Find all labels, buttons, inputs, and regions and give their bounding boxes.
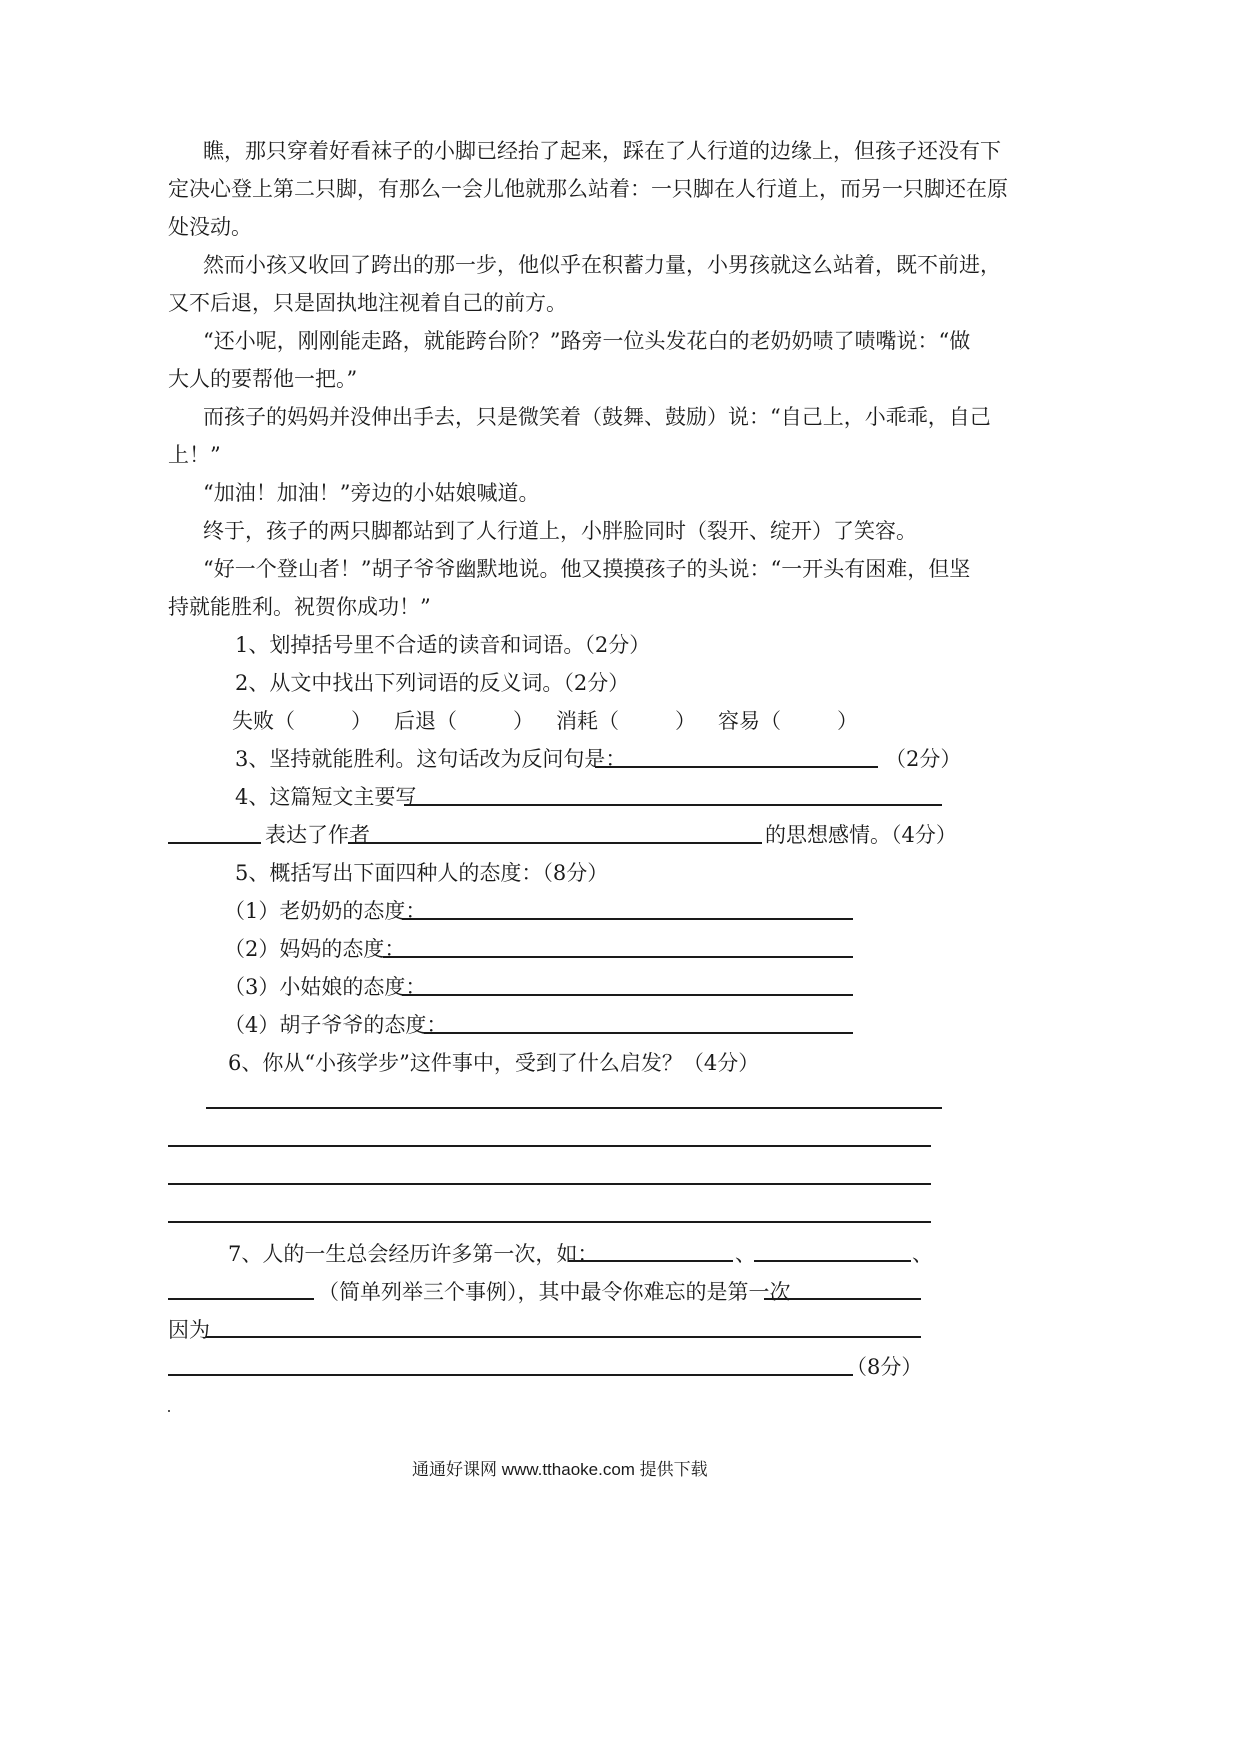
passage-p1-line2: 定决心登上第二只脚，有那么一会儿他就那么站着：一只脚在人行道上，而另一只脚还在原 — [168, 177, 1008, 201]
footer-text: 通通好课网 www.tthaoke.com 提供下载 — [412, 1460, 708, 1479]
question-7: 7、人的一生总会经历许多第一次，如： — [228, 1242, 599, 1266]
q7-reason-line-1[interactable] — [206, 1336, 921, 1338]
passage-p4-line2: 上！” — [168, 443, 221, 467]
passage-p4-line1: 而孩子的妈妈并没伸出手去，只是微笑着（鼓舞、鼓励）说：“自己上，小乖乖，自己 — [203, 405, 991, 429]
q5-item-grandpa: （4）胡子爷爷的态度： — [224, 1013, 448, 1037]
q7-example-line-2[interactable] — [754, 1260, 911, 1262]
passage-p1-line1: 瞧，那只穿着好看袜子的小脚已经抬了起来，踩在了人行道的边缘上，但孩子还没有下 — [203, 139, 1001, 163]
q4-mid-text: 表达了作者 — [265, 823, 370, 847]
q6-answer-line-3[interactable] — [168, 1183, 931, 1185]
q7-example-line-3[interactable] — [168, 1298, 314, 1300]
q7-mid-text: （简单列举三个事例），其中最令你难忘的是第一次 — [318, 1280, 791, 1304]
q4-end-text: 的思想感情。（4分） — [765, 823, 957, 847]
q7-memorable-line[interactable] — [764, 1298, 921, 1300]
passage-p3-line1: “还小呢，刚刚能走路，就能跨台阶？”路旁一位头发花白的老奶奶啧了啧嘴说：“做 — [203, 329, 971, 353]
q5-answer-line-1[interactable] — [402, 918, 853, 920]
scan-dot — [168, 1410, 170, 1412]
passage-p2-line1: 然而小孩又收回了跨出的那一步，他似乎在积蓄力量，小男孩就这么站着，既不前进， — [203, 253, 1001, 277]
antonym-row — [232, 708, 858, 734]
q7-separator-2: 、 — [912, 1242, 933, 1266]
question-6: 6、你从“小孩学步”这件事中，受到了什么启发？（4分） — [228, 1051, 760, 1075]
q4-answer-line-1[interactable] — [404, 804, 942, 806]
antonym-item-2: 后退（ ） — [394, 709, 534, 733]
q5-answer-line-2[interactable] — [383, 956, 853, 958]
q7-reason-line-2[interactable] — [168, 1374, 853, 1376]
antonym-item-4: 容易（ ） — [718, 709, 858, 733]
passage-p6: 终于，孩子的两只脚都站到了人行道上，小胖脸同时（裂开、绽开）了笑容。 — [203, 519, 917, 543]
antonym-item-3: 消耗（ ） — [556, 709, 696, 733]
passage-p5: “加油！加油！”旁边的小姑娘喊道。 — [203, 481, 540, 505]
q7-separator-1: 、 — [735, 1242, 756, 1266]
q6-answer-line-2[interactable] — [168, 1145, 931, 1147]
q6-answer-line-1[interactable] — [206, 1107, 942, 1109]
passage-p1-line3: 处没动。 — [168, 215, 252, 239]
q7-because-label: 因为 — [168, 1318, 210, 1342]
passage-p3-line2: 大人的要帮他一把。” — [168, 367, 358, 391]
q5-item-grandma: （1）老奶奶的态度： — [224, 899, 427, 923]
antonym-item-1: 失败（ ） — [232, 709, 372, 733]
question-1: 1、划掉括号里不合适的读音和词语。（2分） — [235, 633, 651, 657]
q7-example-line-1[interactable] — [568, 1260, 733, 1262]
q5-item-mother: （2）妈妈的态度： — [224, 937, 406, 961]
passage-p7-line2: 持就能胜利。祝贺你成功！” — [168, 595, 431, 619]
question-5: 5、概括写出下面四种人的态度：（8分） — [235, 861, 609, 885]
q3-score: （2分） — [885, 747, 962, 771]
passage-p7-line1: “好一个登山者！”胡子爷爷幽默地说。他又摸摸孩子的头说：“一开头有困难，但坚 — [203, 557, 971, 581]
question-4: 4、这篇短文主要写 — [235, 785, 417, 809]
passage-p2-line2: 又不后退，只是固执地注视着自己的前方。 — [168, 291, 567, 315]
q4-answer-line-3[interactable] — [348, 842, 762, 844]
q5-answer-line-3[interactable] — [402, 994, 853, 996]
question-2: 2、从文中找出下列词语的反义词。（2分） — [235, 671, 630, 695]
q7-score: （8分） — [846, 1355, 923, 1379]
q3-answer-line[interactable] — [595, 766, 878, 768]
q6-answer-line-4[interactable] — [168, 1221, 931, 1223]
question-3: 3、坚持就能胜利。这句话改为反问句是： — [235, 747, 627, 771]
q5-item-girl: （3）小姑娘的态度： — [224, 975, 427, 999]
q5-answer-line-4[interactable] — [424, 1032, 853, 1034]
q4-answer-line-2[interactable] — [168, 842, 261, 844]
